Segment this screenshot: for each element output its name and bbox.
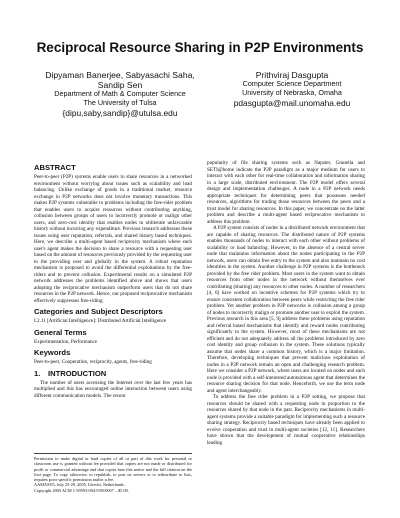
author-names: Prithviraj Dasgupta <box>255 70 329 80</box>
introduction-text: The number of users accessing the Internet over the last few years has multiplied and this has encouraged online interaction between users using different communication models. The recent <box>34 379 192 399</box>
paper-title: Reciprocal Resource Sharing in P2P Environments <box>36 40 364 55</box>
author-block-2 <box>212 70 372 108</box>
abstract-text: Peer-to-peer (P2P) systems enable users to share resources in a networked environment without worrying about issues such as scalability and load balancing. Unlike exchange of goods in a traditional market, resource exchange in P2P networks does not involve monetary transactions. This makes P2P systems vulnerable to problems including the free-rider problem that enables users to acquire resources without contributing anything, collusion between groups of users to incorrectly promote or malign other users, and zero-cost identity that enables nodes to obliterate unfavorable history without incurring any expenditure. Previous research addresses these issues using user reputation, referrals, and shared history based techniques. Here, we describe a multi-agent based reciprocity mechanism where each user's agent makes the decision to share a resource with a requesting user based on the amount of resources previously provided by the requesting user to the providing user and globally in the system. A robust reputation mechanism is proposed to avoid the differential exploitations by the free-riders and to prevent collusion. Experimental results on a simulated P2P network addresses the problems identified above and shows that users adopting the reciprocative mechanism outperform users that do not share resources in the P2P network. Hence, our proposed reciprocative mechanism effectively suppresses free-riding. <box>34 174 192 304</box>
author-names: Sandip Sen <box>97 80 143 90</box>
general-terms-text: Experimentation, Performance <box>34 338 98 345</box>
body-paragraph: popularity of file sharing systems such as Napster, Gnutella and SETI@home indicate the P2P paradigm as a major medium for users to interact with each other for real-time collaboration and information sharing in a large scale, distributed environment. The P2P model offers several design and implementation challenges. A node in a P2P network needs appropriate techniques for determining peers that possesses needed resources, algorithms for trading those resources between the peers and a trust model for sharing resources. In this paper, we concentrate on the latter problem and describe a multi-agent based reciprocative mechanism to address this problem. <box>207 160 365 225</box>
section-number: 1. <box>34 368 41 378</box>
author-names: Dipyaman Banerjee, Sabyasachi Saha, <box>45 70 195 80</box>
author-block-1 <box>40 70 200 118</box>
section-heading-introduction <box>34 369 192 378</box>
body-paragraph: A P2P system consists of nodes in a distributed network environment that are capable of sharing resources. The distributed nature of P2P systems enables thousands of nodes to interact with each other without problems of scalability or load balancing. However, in the absence of a central server node that maintains information about the nodes participating in the P2P network, users can obtain free entry to the system and also maintain no cost identities in the system. Another challenge in P2P systems is the bottleneck provided by the free rider problem. Most users in the system want to obtain resources from other nodes in the network without themselves ever contributing (sharing) any resources to other nodes. A number of researchers [4, 6] have worked on incentive schemes for P2P systems which try to ensure consistent collaboration between peers while restricting the free rider problem. Yet another problem in P2P networks is collusion among a group of nodes to incorrectly malign or promote another user to exploit the system. Previous research in this area [5, 9] address these problems using reputation and referral based mechanisms that identify and reward nodes contributing significantly to the system. However, most of these mechanisms are not efficient and do not adequately address all the problems introduced by zero cost identity and group collusion in the system. These solutions typically assume that nodes share a common history, which is a major limitation. Therefore, developing techniques that prevent malicious exploitation of nodes in a P2P network remain an open and challenging research problem. Here we consider a P2P network, where users are located on nodes and each node is provided with a self-interested autonomous agent that determines the resource sharing decision for that node. Henceforth, we use the term node and agent interchangeably. <box>207 225 365 394</box>
keywords-text: Peer-to-peer, Cooperation, reciprocity, agents, free-riding <box>34 359 152 365</box>
author-affiliation: Computer Science Department <box>242 79 342 88</box>
categories-heading: Categories and Subject Descriptors <box>34 307 163 316</box>
author-affiliation: Department of Math & Computer Science <box>54 89 186 98</box>
right-column <box>207 160 365 446</box>
categories-text: I.2.11 [Artificial Intelligence]: Distributed Artificial Intelligence <box>34 318 167 324</box>
general-terms-heading: General Terms <box>34 327 87 337</box>
body-paragraph: To address the free rider problem in a P2P setting, we propose that resources should be shared with a requesting node in proportion to the resources shared by that node in the past. Reciprocity mechanisms in multi-agent systems provide a suitable paradigm for implementing such a resource sharing strategy. Reciprocity based techniques have already been applied to evolve cooperation and trust in multi-agent societies [12, 11]. Researchers have shown that the development of mutual cooperative relationships leading <box>207 394 365 446</box>
permission-notice <box>34 453 192 493</box>
abstract-heading: ABSTRACT <box>34 163 76 172</box>
keywords-heading: Keywords <box>34 348 71 357</box>
section-title: INTRODUCTION <box>48 368 107 378</box>
copyright-line: Copyright 2005 ACM 1-59593-094-9/05/0007 ...$5.00. <box>34 487 129 493</box>
author-affiliation: University of Nebraska, Omaha <box>242 87 342 97</box>
left-column <box>34 160 192 399</box>
author-email: {dipu,saby,sandip}@utulsa.edu <box>62 108 178 119</box>
permission-text: Permission to make digital or hard copies of all or part of this work for personal or classroom use is granted without fee provided that copies are not made or distributed for profit or commercial advantage and that copies bear this notice and the full citation on the first page. To copy otherwise, to republish, to post on servers or to redistribute to lists, requires prior specific permission and/or a fee. <box>34 456 192 483</box>
author-affiliation: The University of Tulsa <box>83 97 157 107</box>
conference-line: AAMAS'05, July 25-29, 2005, Utrecht, Netherlands. <box>34 482 125 488</box>
author-email: pdasgupta@mail.unomaha.edu <box>233 98 351 109</box>
